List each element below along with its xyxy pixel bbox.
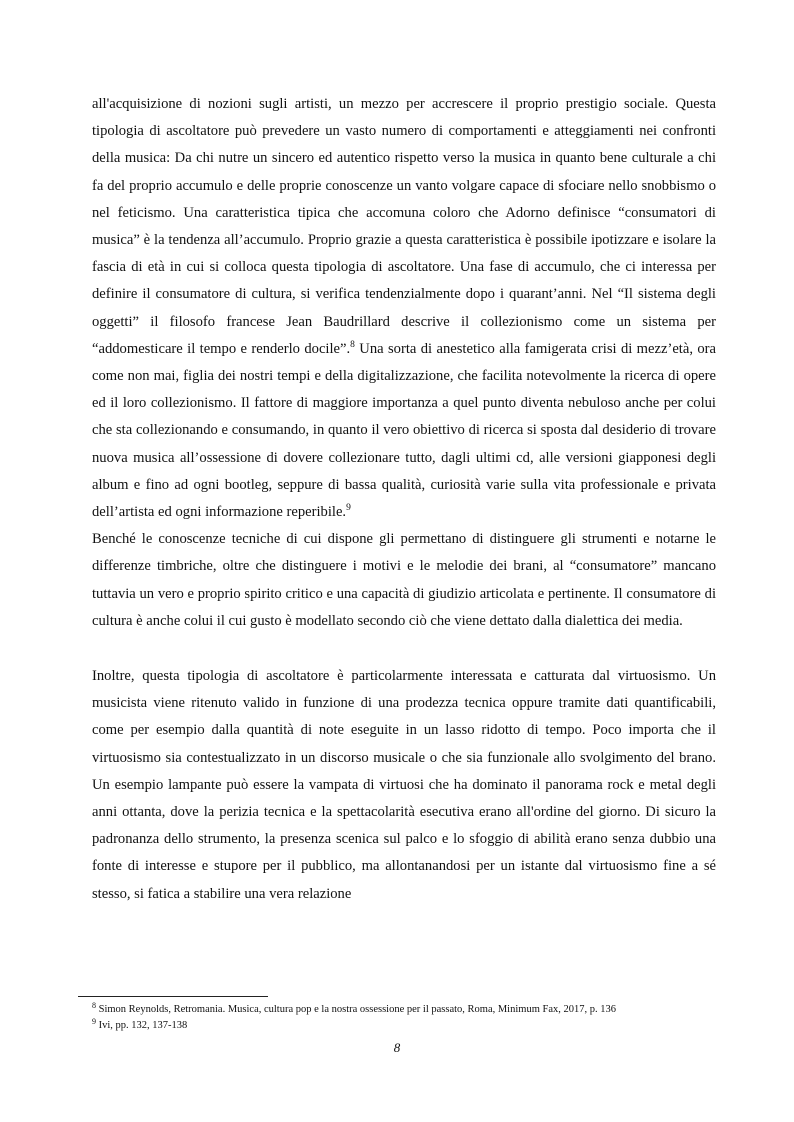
footnote-mark: 9	[92, 1017, 96, 1026]
footnote-text: Simon Reynolds, Retromania. Musica, cultura pop e la nostra ossessione per il passato, Roma, Minimum Fax, 2017, p. 136	[96, 1004, 616, 1015]
paragraph-2: Benché le conoscenze tecniche di cui dispone gli permettano di distinguere gli strumenti e notarne le differenze timbriche, oltre che distinguere i motivi e le melodie dei brani, al “consumatore” mancano tuttavia un vero e proprio spirito critico e una capacità di giudizio articolata e pertinente. Il consumatore di cultura è anche colui il cui gusto è modellato secondo ciò che viene dettato dalla dialettica dei media.	[92, 531, 716, 629]
footnote-mark: 8	[92, 1001, 96, 1010]
footnote-ref-9[interactable]: 9	[346, 503, 351, 514]
footnote-divider	[78, 996, 268, 997]
footnote-text: Ivi, pp. 132, 137-138	[96, 1020, 188, 1031]
footnotes	[92, 1002, 716, 1034]
paragraph-1	[92, 91, 716, 526]
paragraph-1-text-a: all'acquisizione di nozioni sugli artisti, un mezzo per accrescere il proprio prestigio sociale. Questa tipologia di ascoltatore può prevedere un vasto numero di comportamenti e atteggiamenti nei confronti della musica: Da chi nutre un sincero ed autentico rispetto verso la musica in quanto bene culturale a chi fa del proprio accumulo e delle proprie conoscenze un vanto volgare capace di sfociare nello snobbismo o nel feticismo. Una caratteristica tipica che accomuna coloro che Adorno definisce “consumatori di musica” è la tendenza all’accumulo. Proprio grazie a questa caratteristica è possibile ipotizzare e isolare la fascia di età in cui si colloca questa tipologia di ascoltatore. Una fase di accumulo, che ci interessa per definire il consumatore di cultura, si verifica tendenzialmente dopo i quarant’anni. Nel “Il sistema degli oggetti” il filosofo francese Jean Baudrillard descrive il collezionismo come un sistema per “addomesticare il tempo e renderlo docile”.	[92, 96, 716, 357]
footnote-9	[92, 1018, 716, 1034]
footnote-8	[92, 1002, 716, 1018]
page-number: 8	[393, 1040, 401, 1055]
page-body	[92, 91, 716, 908]
paragraph-3: Inoltre, questa tipologia di ascoltatore è particolarmente interessata e catturata dal virtuosismo. Un musicista viene ritenuto valido in funzione di una prodezza tecnica oppure tramite dati quantificabili, come per esempio dalla quantità di note eseguite in un lasso ridotto di tempo. Poco importa che il virtuosismo sia contestualizzato in un discorso musicale o che sia funzionale allo svolgimento del brano. Un esempio lampante può essere la vampata di virtuosi che ha dominato il panorama rock e metal degli anni ottanta, dove la perizia tecnica e la spettacolarità esecutiva erano all'ordine del giorno. Di sicuro la padronanza dello strumento, la presenza scenica sul palco e lo sfoggio di abilità erano senza dubbio una fonte di interesse e stupore per il pubblico, ma allontanandosi per un istante dal virtuosismo fine a sé stesso, si fatica a stabilire una vera relazione	[92, 668, 716, 902]
paragraph-1-text-b: Una sorta di anestetico alla famigerata crisi di mezz’età, ora come non mai, figlia dei nostri tempi e della digitalizzazione, che facilita notevolmente la ricerca di opere ed il loro collezionismo. Il fattore di maggiore importanza a quel punto diventa nebuloso anche per colui che sta collezionando e consumando, in quanto il vero obiettivo di ricerca si sposta dal desiderio di trovare nuova musica all’ossessione di dovere collezionare tutto, dagli ultimi cd, alle versioni giapponesi degli album e fino ad ogni bootleg, seppure di bassa qualità, curiosità varie sulla vita professionale e privata dell’artista ed ogni informazione reperibile.	[92, 340, 716, 521]
footnote-ref-8[interactable]: 8	[350, 339, 355, 350]
